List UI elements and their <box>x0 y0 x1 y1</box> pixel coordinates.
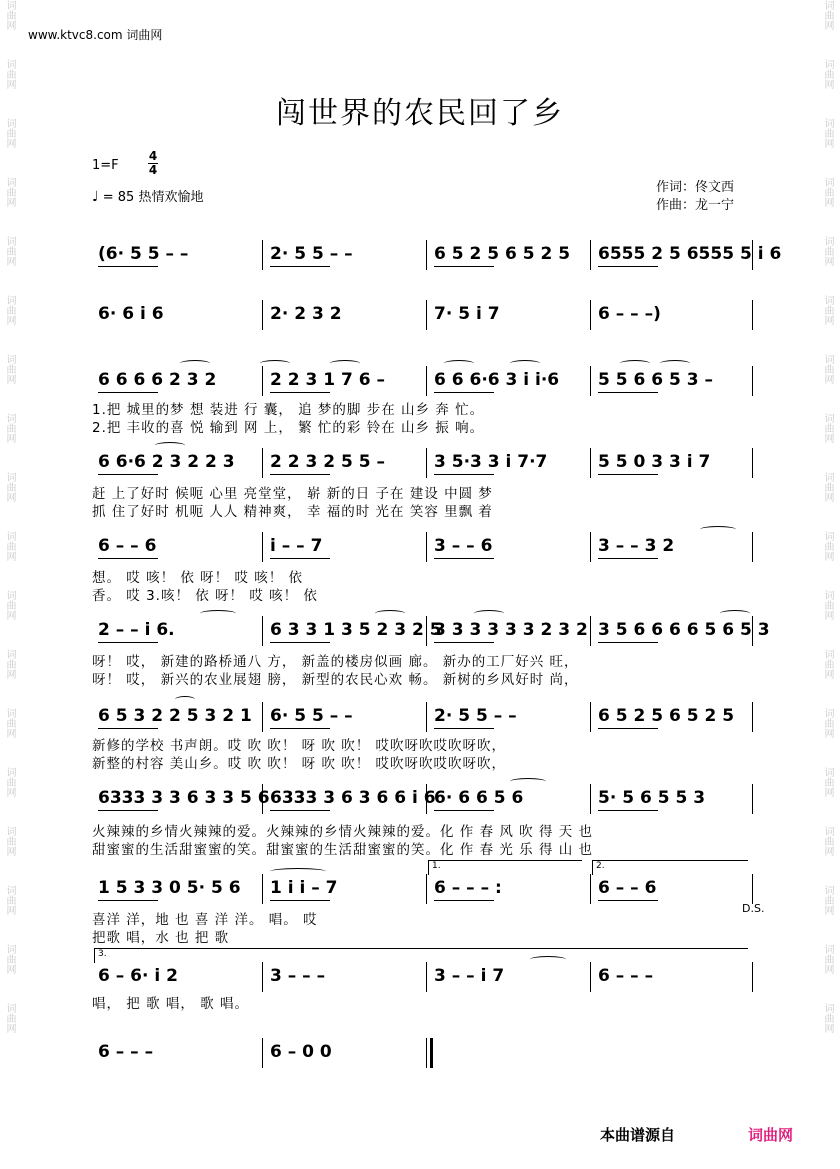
beam-underline <box>98 900 158 901</box>
measure: 1 i i – 7 <box>270 878 338 898</box>
side-watermark-text: 词曲网 <box>822 118 833 148</box>
side-watermark-text: 词曲网 <box>4 413 15 443</box>
slur-mark <box>260 360 290 367</box>
slur-mark <box>620 360 650 367</box>
note-line <box>92 1042 754 1064</box>
score-row <box>92 450 754 476</box>
measure: 3 5·3 3 i 7·7 <box>434 452 548 472</box>
site-watermark: www.ktvc8.com 词曲网 <box>28 28 163 42</box>
slur-mark <box>175 696 195 703</box>
barline <box>752 702 753 732</box>
lyric-line: 呀！ 哎， 新建的路桥通八 方， 新盖的楼房似画 廊。 新办的工厂好兴 旺， <box>92 654 579 670</box>
measure: 2 – – i 6. <box>98 620 175 640</box>
beam-underline <box>270 474 330 475</box>
side-watermark-text: 词曲网 <box>4 118 15 148</box>
barline <box>590 784 591 814</box>
side-watermark-text: 词曲网 <box>4 0 15 30</box>
side-watermark-text: 词曲网 <box>822 590 833 620</box>
lyric-line: 1.把 城里的梦 想 装进 行 囊， 追 梦的脚 步在 山乡 奔 忙。 <box>92 402 485 418</box>
score-row <box>92 618 770 644</box>
barline <box>426 962 427 992</box>
barline <box>262 240 263 270</box>
note-line <box>92 878 754 900</box>
measure: 6 – – 6 <box>598 878 657 898</box>
measure: 6 6 6 6 2 3 2 <box>98 370 217 390</box>
slur-mark <box>330 360 360 367</box>
barline <box>752 962 753 992</box>
barline <box>426 702 427 732</box>
barline <box>426 300 427 330</box>
barline <box>590 874 591 904</box>
slur-mark <box>720 610 750 617</box>
note-line <box>92 706 754 728</box>
side-watermark-text: 词曲网 <box>822 413 833 443</box>
beam-underline <box>270 728 330 729</box>
barline <box>590 532 591 562</box>
barline <box>590 616 591 646</box>
measure: 6 – 0 0 <box>270 1042 332 1062</box>
lyric-line: 香。 哎 3.咳！ 依 呀！ 哎 咳！ 依 <box>92 588 318 604</box>
beam-underline <box>270 642 330 643</box>
beam-underline <box>434 728 494 729</box>
beam-underline <box>98 558 158 559</box>
note-line <box>92 304 754 326</box>
volta-bracket: 2. <box>592 860 748 875</box>
barline <box>590 702 591 732</box>
beam-underline <box>270 900 330 901</box>
barline <box>752 784 753 814</box>
measure: 5 5 6 6 5 3 – <box>598 370 713 390</box>
measure: 6 6·6 2 3 2 2 3 <box>98 452 235 472</box>
side-watermark-text: 词曲网 <box>822 295 833 325</box>
measure: 3 5 6 6 6 6 5 6 5 3 <box>598 620 770 640</box>
side-watermark-text: 词曲网 <box>4 590 15 620</box>
measure: 6 – – –) <box>598 304 661 324</box>
side-watermark-text: 词曲网 <box>822 649 833 679</box>
footer-site: 词曲网 <box>748 1126 794 1144</box>
measure: 6333 3 3 6 3 3 5 6 <box>98 788 270 808</box>
measure: 6 6 6·6 3 i i·6 <box>434 370 560 390</box>
barline <box>426 784 427 814</box>
note-line <box>92 244 782 266</box>
measure: 6· 6 6 5 6 <box>434 788 524 808</box>
slur-mark <box>155 442 185 449</box>
lyric-line: 想。 哎 咳！ 依 呀！ 哎 咳！ 依 <box>92 570 304 586</box>
side-watermark-text: 词曲网 <box>4 354 15 384</box>
beam-underline <box>434 900 494 901</box>
beam-underline <box>270 810 330 811</box>
measure: 7· 5 i 7 <box>434 304 500 324</box>
lyric-line: 喜洋 洋，地 也 喜 洋 洋。 唱。 哎 <box>92 912 318 928</box>
barline <box>426 240 427 270</box>
barline <box>752 532 753 562</box>
lyric-line: 唱， 把 歌 唱， 歌 唱。 <box>92 996 249 1012</box>
measure: 6 – – – : <box>434 878 502 898</box>
side-watermark-text: 词曲网 <box>4 708 15 738</box>
measure: 6 – – – <box>98 1042 154 1062</box>
barline <box>262 448 263 478</box>
side-watermark-text: 词曲网 <box>4 1003 15 1033</box>
measure: 3 3 3 3 3 3 2 3 2 <box>434 620 588 640</box>
slur-mark <box>444 360 474 367</box>
barline <box>262 300 263 330</box>
lyric-line: 呀！ 哎， 新兴的农业展翅 膀， 新型的农民心欢 畅。 新树的乡风好时 尚， <box>92 672 579 688</box>
side-watermark-text: 词曲网 <box>4 944 15 974</box>
slur-mark <box>510 360 540 367</box>
side-watermark-text: 词曲网 <box>822 177 833 207</box>
beam-underline <box>98 810 158 811</box>
measure: 6· 6 i 6 <box>98 304 164 324</box>
side-watermark-text: 词曲网 <box>822 472 833 502</box>
measure: 6 3 3 1 3 5 2 3 2 5 <box>270 620 442 640</box>
beam-underline <box>270 266 330 267</box>
lyric-line: 火辣辣的乡情火辣辣的爱。火辣辣的乡情火辣辣的爱。化 作 春 风 吹 得 天 也 <box>92 824 594 840</box>
volta-bracket: 3. <box>94 948 748 963</box>
side-watermark-text: 词曲网 <box>822 59 833 89</box>
score-row <box>92 302 754 328</box>
dal-segno-mark: D.S. <box>742 902 765 915</box>
slur-mark <box>510 778 546 785</box>
note-line <box>92 452 754 474</box>
side-watermark-text: 词曲网 <box>822 944 833 974</box>
side-watermark-text: 词曲网 <box>4 531 15 561</box>
slur-mark <box>200 610 236 617</box>
side-watermark-text: 词曲网 <box>4 295 15 325</box>
score-row <box>92 786 754 812</box>
measure: 6555 2 5 6555 5 i 6 <box>598 244 782 264</box>
lyric-line: 把歌 唱，水 也 把 歌 <box>92 930 230 946</box>
side-watermark-text: 词曲网 <box>822 885 833 915</box>
beam-underline <box>434 810 494 811</box>
beam-underline <box>598 558 658 559</box>
barline <box>262 784 263 814</box>
measure: 3 – – – <box>270 966 326 986</box>
slur-mark <box>180 360 210 367</box>
beam-underline <box>270 392 330 393</box>
side-watermark-text: 词曲网 <box>822 531 833 561</box>
barline <box>262 616 263 646</box>
beam-underline <box>434 392 494 393</box>
measure: 1 5 3 3 0 5· 5 6 <box>98 878 241 898</box>
volta-bracket: 1. <box>428 860 582 875</box>
score-row <box>92 704 754 730</box>
beam-underline <box>98 266 158 267</box>
measure: 2 2 3 1 7 6 – <box>270 370 385 390</box>
measure: 3 – – i 7 <box>434 966 505 986</box>
barline <box>752 874 753 904</box>
side-watermark-text: 词曲网 <box>822 354 833 384</box>
measure: (6· 5 5 – – <box>98 244 189 264</box>
measure: 6 – 6· i 2 <box>98 966 178 986</box>
side-watermark-text: 词曲网 <box>4 472 15 502</box>
lyric-line: 抓 住了好时 机呃 人人 精神爽， 幸 福的时 光在 笑容 里飘 着 <box>92 504 493 520</box>
score-row <box>92 242 782 268</box>
note-line <box>92 370 754 392</box>
lyricist-credit: 作词：佟文西 <box>656 180 735 195</box>
measure: i – – 7 <box>270 536 323 556</box>
beam-underline <box>98 474 158 475</box>
measure: 6333 3 6 3 6 6 i 6 <box>270 788 436 808</box>
barline <box>752 616 753 646</box>
measure: 2· 2 3 2 <box>270 304 342 324</box>
measure: 2· 5 5 – – <box>434 706 517 726</box>
note-line <box>92 536 754 558</box>
side-watermark-text: 词曲网 <box>822 826 833 856</box>
measure: 6 – – 6 <box>98 536 157 556</box>
barline <box>426 616 427 646</box>
time-signature: 4 4 <box>148 149 158 177</box>
right-watermark-column <box>822 0 836 1169</box>
note-line <box>92 620 770 642</box>
barline <box>262 962 263 992</box>
score-row <box>92 876 754 902</box>
score-row <box>92 368 754 394</box>
slur-mark <box>270 868 326 875</box>
score-row <box>92 1040 754 1066</box>
measure: 5· 5 6 5 5 3 <box>598 788 706 808</box>
side-watermark-text: 词曲网 <box>4 236 15 266</box>
lyric-line: 甜蜜蜜的生活甜蜜蜜的笑。甜蜜蜜的生活甜蜜蜜的笑。化 作 春 光 乐 得 山 也 <box>92 842 594 858</box>
side-watermark-text: 词曲网 <box>4 649 15 679</box>
measure: 3 – – 3 2 <box>598 536 675 556</box>
beam-underline <box>598 642 658 643</box>
composer-credit: 作曲：龙一宁 <box>656 198 735 213</box>
measure: 2 2 3 2 5 5 – <box>270 452 385 472</box>
barline <box>426 366 427 396</box>
slur-mark <box>700 526 736 533</box>
barline <box>426 532 427 562</box>
beam-underline <box>434 642 494 643</box>
song-title: 闯世界的农民回了乡 <box>276 96 564 131</box>
side-watermark-text: 词曲网 <box>4 826 15 856</box>
footer-source: 本曲谱源自 <box>600 1126 676 1144</box>
slur-mark <box>375 610 405 617</box>
barline <box>752 300 753 330</box>
tempo-marking: ♩ = 85 热情欢愉地 <box>92 189 204 205</box>
barline <box>262 1038 263 1068</box>
barline <box>262 874 263 904</box>
barline <box>262 702 263 732</box>
note-line <box>92 788 754 810</box>
beam-underline <box>598 728 658 729</box>
beam-underline <box>98 642 158 643</box>
side-watermark-text: 词曲网 <box>4 59 15 89</box>
side-watermark-text: 词曲网 <box>4 767 15 797</box>
barline <box>752 448 753 478</box>
slur-mark <box>474 610 504 617</box>
key-signature: 1=F <box>92 158 119 173</box>
lyric-line: 新修的学校 书声朗。哎 吹 吹！ 呀 吹 吹！ 哎吹呀吹哎吹呀吹， <box>92 738 507 754</box>
lyric-line: 2.把 丰收的喜 悦 输到 网 上， 繁 忙的彩 铃在 山乡 振 响。 <box>92 420 485 436</box>
measure: 6 5 2 5 6 5 2 5 <box>434 244 571 264</box>
side-watermark-text: 词曲网 <box>822 0 833 30</box>
measure: 6 – – – <box>598 966 654 986</box>
measure: 6 5 2 5 6 5 2 5 <box>598 706 735 726</box>
barline <box>752 240 753 270</box>
beam-underline <box>598 266 658 267</box>
barline <box>426 448 427 478</box>
beam-underline <box>434 558 494 559</box>
measure: 6 5 3 2 2 5 3 2 1 <box>98 706 252 726</box>
side-watermark-text: 词曲网 <box>822 767 833 797</box>
barline <box>590 240 591 270</box>
barline <box>262 532 263 562</box>
side-watermark-text: 词曲网 <box>822 236 833 266</box>
beam-underline <box>598 900 658 901</box>
quarter-note-icon: ♩ <box>92 189 99 205</box>
slur-mark <box>660 360 690 367</box>
note-line <box>92 966 754 988</box>
beam-underline <box>598 474 658 475</box>
barline <box>590 962 591 992</box>
barline <box>426 1038 433 1068</box>
beam-underline <box>598 392 658 393</box>
score-row <box>92 534 754 560</box>
score-row <box>92 964 754 990</box>
barline <box>590 448 591 478</box>
beam-underline <box>598 810 658 811</box>
barline <box>590 366 591 396</box>
barline <box>752 366 753 396</box>
side-watermark-text: 词曲网 <box>822 708 833 738</box>
beam-underline <box>434 266 494 267</box>
side-watermark-text: 词曲网 <box>4 177 15 207</box>
measure: 6· 5 5 – – <box>270 706 353 726</box>
beam-underline <box>98 728 158 729</box>
left-watermark-column <box>4 0 18 1169</box>
beam-underline <box>434 474 494 475</box>
barline <box>262 366 263 396</box>
barline <box>590 300 591 330</box>
beam-underline <box>98 392 158 393</box>
measure: 3 – – 6 <box>434 536 493 556</box>
measure: 2· 5 5 – – <box>270 244 353 264</box>
side-watermark-text: 词曲网 <box>822 1003 833 1033</box>
lyric-line: 赶 上了好时 候呃 心里 亮堂堂， 崭 新的日 子在 建设 中圆 梦 <box>92 486 493 502</box>
lyric-line: 新整的村容 美山乡。哎 吹 吹！ 呀 吹 吹！ 哎吹呀吹哎吹呀吹， <box>92 756 507 772</box>
side-watermark-text: 词曲网 <box>4 885 15 915</box>
beam-underline <box>270 558 330 559</box>
barline <box>426 874 427 904</box>
measure: 5 5 0 3 3 i 7 <box>598 452 711 472</box>
